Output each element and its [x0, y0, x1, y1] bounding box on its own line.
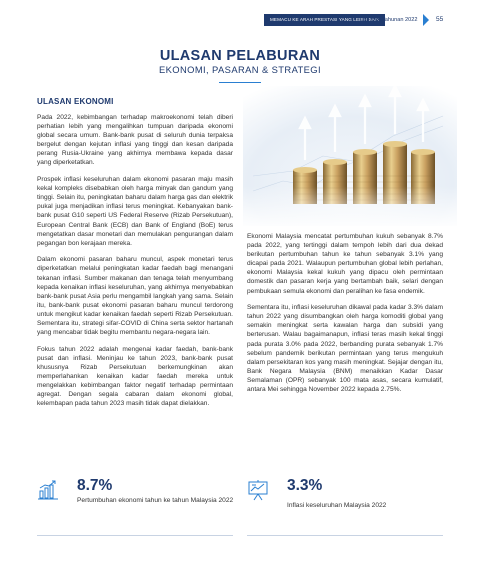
stat-gdp-growth: [37, 479, 237, 529]
divider: [247, 535, 443, 536]
stat-inflation: [247, 479, 447, 529]
header-tagline: MEMACU KE ARAH PRESTASI YANG LEBIH BAIK: [264, 14, 385, 26]
page-title: ULASAN PELABURAN: [159, 48, 321, 64]
paragraph: Dalam ekonomi pasaran baharu muncul, aspek monetari terus diperketatkan melalui peningkatan kadar faedah bagi menangani tekanan inflasi. Sumber makanan dan tenaga telah menyumbang kepada kenaikan inflasi keseluruhan, yang akhirnya menyebabkan bank-bank pusat Asia perlu mengambil langkah yang sama. Selain itu, bank-bank pusat ekonomi pasaran baharu muncul terdorong untuk mengikut kadar kenaikan faedah seperti Rizab Persekutuan. Sementara itu, strategi sifar-COVID di China serta sektor hartanah yang mencabar tidak begitu membantu negara-negara lain.: [37, 256, 233, 337]
stat-value: 3.3%: [287, 477, 323, 494]
page-subtitle: EKONOMI, PASARAN & STRATEGI: [158, 64, 322, 75]
stat-value: 8.7%: [77, 477, 113, 494]
header-arrow-icon: [423, 14, 429, 26]
page-number: 55: [436, 16, 444, 23]
paragraph: Fokus tahun 2022 adalah mengenai kadar faedah, bank-bank pusat dan inflasi. Meninjau ke tahun 2023, bank-bank pusat khususnya Rizab Persekutuan berkemungkinan akan memperlahankan kenaikan kadar faedah mereka untuk mengelakkan kebimbangan faktor negatif terhadap permintaan agregat. Dengan segala cabaran dalam ekonomi global, kelembapan pada tahun 2023 masih tidak dapat dielakkan.: [37, 345, 233, 408]
stat-label: Inflasi keseluruhan Malaysia 2022: [287, 502, 387, 509]
paragraph: Prospek inflasi keseluruhan dalam ekonomi pasaran maju masih kekal kompleks disebabkan oleh harga minyak dan gandum yang tinggi. Selain itu, peningkatan baharu dalam harga gas dan elektrik pukal juga menjadikan inflasi terus meningkat. Kebanyakan bank-bank pusat G10 seperti US Federal Reserve (Rizab Persekutuan), European Central Bank (ECB) dan Bank of England (BoE) terus mengetatkan dasar monetari dan memulakan pengurangan dalam pegangan bon kerajaan mereka.: [37, 176, 233, 247]
right-column: [247, 232, 443, 402]
paragraph: Sementara itu, inflasi keseluruhan dikawal pada kadar 3.3% dalam tahun 2022 yang disumbangkan oleh harga komoditi global yang semakin meningkat serta kawalan harga dan subsidi yang berterusan. Walau bagaimanapun, inflasi teras masih kekal tinggi pada purata 3.0% pada 2022, berbanding purata sebanyak 1.7% sebelum pandemik berikutan permintaan yang terus mengukuh dalam persekitaran kos yang masih meningkat. Sejajar dengan itu, Bank Negara Malaysia (BNM) menaikkan Kadar Dasar Semalaman (OPR) sebanyak 100 mata asas, secara kumulatif, antara Mei sehingga November 2022 kepada 2.75%.: [247, 304, 443, 393]
paragraph: Pada 2022, kebimbangan terhadap makroekonomi telah diberi perhatian lebih yang mengalihkan tumpuan daripada ekonomi global secara umum. Bank-bank pusat di seluruh dunia terpaksa bergelut dengan kejutan inflasi yang tinggi dan kesan daripada perang Rusia-Ukraine yang akhirnya membawa kepada dasar yang diperketatkan.: [37, 114, 233, 167]
bar-chart-icon: [37, 479, 59, 501]
presentation-chart-icon: [247, 479, 269, 501]
header-report-title: Laporan Tahunan 2022: [360, 17, 418, 23]
left-column: [37, 113, 233, 416]
title-divider: [219, 82, 261, 83]
paragraph: Ekonomi Malaysia mencatat pertumbuhan kukuh sebanyak 8.7% pada 2022, yang tertinggi dalam tempoh lebih dari dua dekad berikutan pertumbuhan tahun ke tahun sebanyak 3.1% yang dicapai pada 2021. Walaupun pertumbuhan global lebih perlahan, ekonomi Malaysia kekal kukuh yang dipacu oleh permintaan domestik dan pasaran kerja yang bertambah baik, selari dengan pembukaan semula ekonomi dan peralihan ke fasa endemik.: [247, 233, 443, 295]
divider: [37, 535, 233, 536]
stat-label: Pertumbuhan ekonomi tahun ke tahun Malaysia 2022: [77, 497, 234, 504]
section-heading: ULASAN EKONOMI: [37, 97, 114, 106]
coins-growth-photo: [243, 86, 457, 226]
